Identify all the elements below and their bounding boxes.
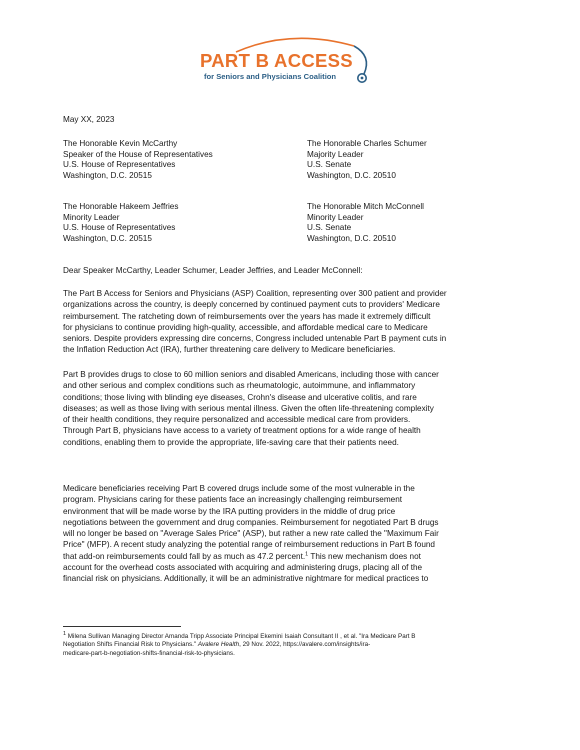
paragraph-text: This new mechanism does not: [308, 551, 421, 561]
paragraph-line: account for the overhead costs associated with acquiring and administering drugs, placing all of the: [63, 563, 423, 573]
address-line: The Honorable Charles Schumer: [307, 139, 427, 148]
paragraph-line: conditions, enabling them to provide the appropriate, life-saving care that their patients need.: [63, 437, 399, 447]
paragraph-line: reimbursement. The ratcheting down of reimbursements over the years has made it extremely difficult: [63, 311, 431, 321]
paragraph-line: Price" (MFP). A recent study analyzing the potential range of reimbursement reductions in Part B found: [63, 540, 435, 550]
address-line: Speaker of the House of Representatives: [63, 149, 213, 159]
paragraph-line: The Part B Access for Seniors and Physicians (ASP) Coalition, representing over 300 patient and provider: [63, 289, 447, 298]
paragraph-line: financial risk on physicians. Additionally, it will be an administrative nightmare for medical practices to: [63, 574, 429, 584]
paragraph-line: program. Physicians caring for these patients face an increasingly challenging reimbursement: [63, 495, 403, 505]
address-line: Washington, D.C. 20510: [307, 171, 396, 181]
paragraph-line: environment that will be made worse by the IRA putting providers in the middle of drug price: [63, 506, 396, 516]
address-line: Washington, D.C. 20510: [307, 234, 396, 244]
paragraph-3: [63, 483, 439, 585]
paragraph-2: [63, 369, 439, 448]
logo-title: PART B ACCESS: [200, 50, 353, 71]
address-line: U.S. House of Representatives: [63, 160, 176, 170]
address-line: Minority Leader: [63, 212, 120, 222]
recipient-schumer: [307, 139, 427, 182]
paragraph-line: of their health conditions, they require personalized and accessible medical care from providers.: [63, 415, 411, 425]
paragraph-1: [63, 288, 447, 356]
salutation: Dear Speaker McCarthy, Leader Schumer, Leader Jeffries, and Leader McConnell:: [63, 266, 363, 275]
paragraph-text: that add-on reimbursements could fall by as much as 47.2 percent.: [63, 551, 306, 561]
footnote-line[interactable]: medicare-part-b-negotiation-shifts-financial-risk-to-physicians.: [63, 649, 235, 657]
paragraph-line: and other serious and complex conditions such as rheumatologic, autoimmune, and inflammatory: [63, 381, 416, 391]
coalition-logo: [196, 34, 388, 94]
paragraph-line: for physicians to continue providing high-quality, accessible, and affordable medical care to Medicare: [63, 322, 428, 332]
recipient-mccarthy: [63, 139, 213, 182]
paragraph-line: will no longer be based on "Average Sales Price" (ASP), but rather a new rate called the "Maximum Fair: [63, 529, 439, 539]
address-line: U.S. Senate: [307, 160, 352, 170]
paragraph-line: Through Part B, physicians have access to a variety of treatment options for a wide range of health: [63, 426, 421, 436]
footnote-text: Negotiation Shifts Financial Risk to Physicians.": [63, 641, 198, 649]
paragraph-line: diseases; as well as those living with serious mental illness. Given the often life-threatening complexity: [63, 403, 434, 413]
footnote-reference[interactable]: 1: [305, 551, 309, 558]
footnote-line: [63, 630, 416, 641]
footnote-marker: 1: [63, 630, 67, 637]
recipient-mcconnell: [307, 202, 424, 245]
paragraph-line: seniors. Despite providers expressing dire concerns, Congress included untenable Part B payment cuts in: [63, 334, 447, 344]
address-line: The Honorable Hakeem Jeffries: [63, 202, 179, 211]
paragraph-line: Part B provides drugs to close to 60 million seniors and disabled Americans, including those with cancer: [63, 370, 439, 379]
address-line: Washington, D.C. 20515: [63, 171, 152, 181]
address-line: The Honorable Mitch McConnell: [307, 202, 424, 211]
footnote-text: Milena Sullivan Managing Director Amanda Tripp Associate Principal Ekemini Isaiah Consultant II , et al. "Ira Medicare Part B: [66, 633, 416, 640]
address-line: Washington, D.C. 20515: [63, 234, 152, 244]
paragraph-line: Medicare beneficiaries receiving Part B covered drugs include some of the most vulnerable in the: [63, 484, 415, 493]
footnote-link-text[interactable]: , 29 Nov. 2022, https://avalere.com/insights/ira-: [239, 641, 371, 649]
recipient-jeffries: [63, 202, 178, 245]
address-line: U.S. Senate: [307, 223, 352, 233]
logo-subtitle: for Seniors and Physicians Coalition: [204, 72, 337, 81]
paragraph-line: [63, 551, 439, 562]
paragraph-line: the Inflation Reduction Act (IRA), further threatening care delivery to Medicare beneficiaries.: [63, 345, 396, 355]
footnote-line: [63, 641, 416, 649]
address-line: Minority Leader: [307, 212, 364, 222]
address-line: U.S. House of Representatives: [63, 223, 176, 233]
address-line: Majority Leader: [307, 149, 364, 159]
footnote-divider: [63, 626, 181, 627]
paragraph-line: negotiations between the government and drug companies. Reimbursement for negotiated Part B drugs: [63, 517, 439, 527]
letter-date: May XX, 2023: [63, 115, 115, 124]
footnote: [63, 630, 416, 658]
paragraph-line: organizations across the country, is deeply concerned by continued payment cuts to providers' Medicare: [63, 300, 440, 310]
address-line: The Honorable Kevin McCarthy: [63, 139, 178, 148]
paragraph-line: conditions; those living with blinding eye diseases, Crohn's disease and ulcerative colitis, and rare: [63, 392, 417, 402]
footnote-source: Avalere Health: [197, 641, 240, 649]
